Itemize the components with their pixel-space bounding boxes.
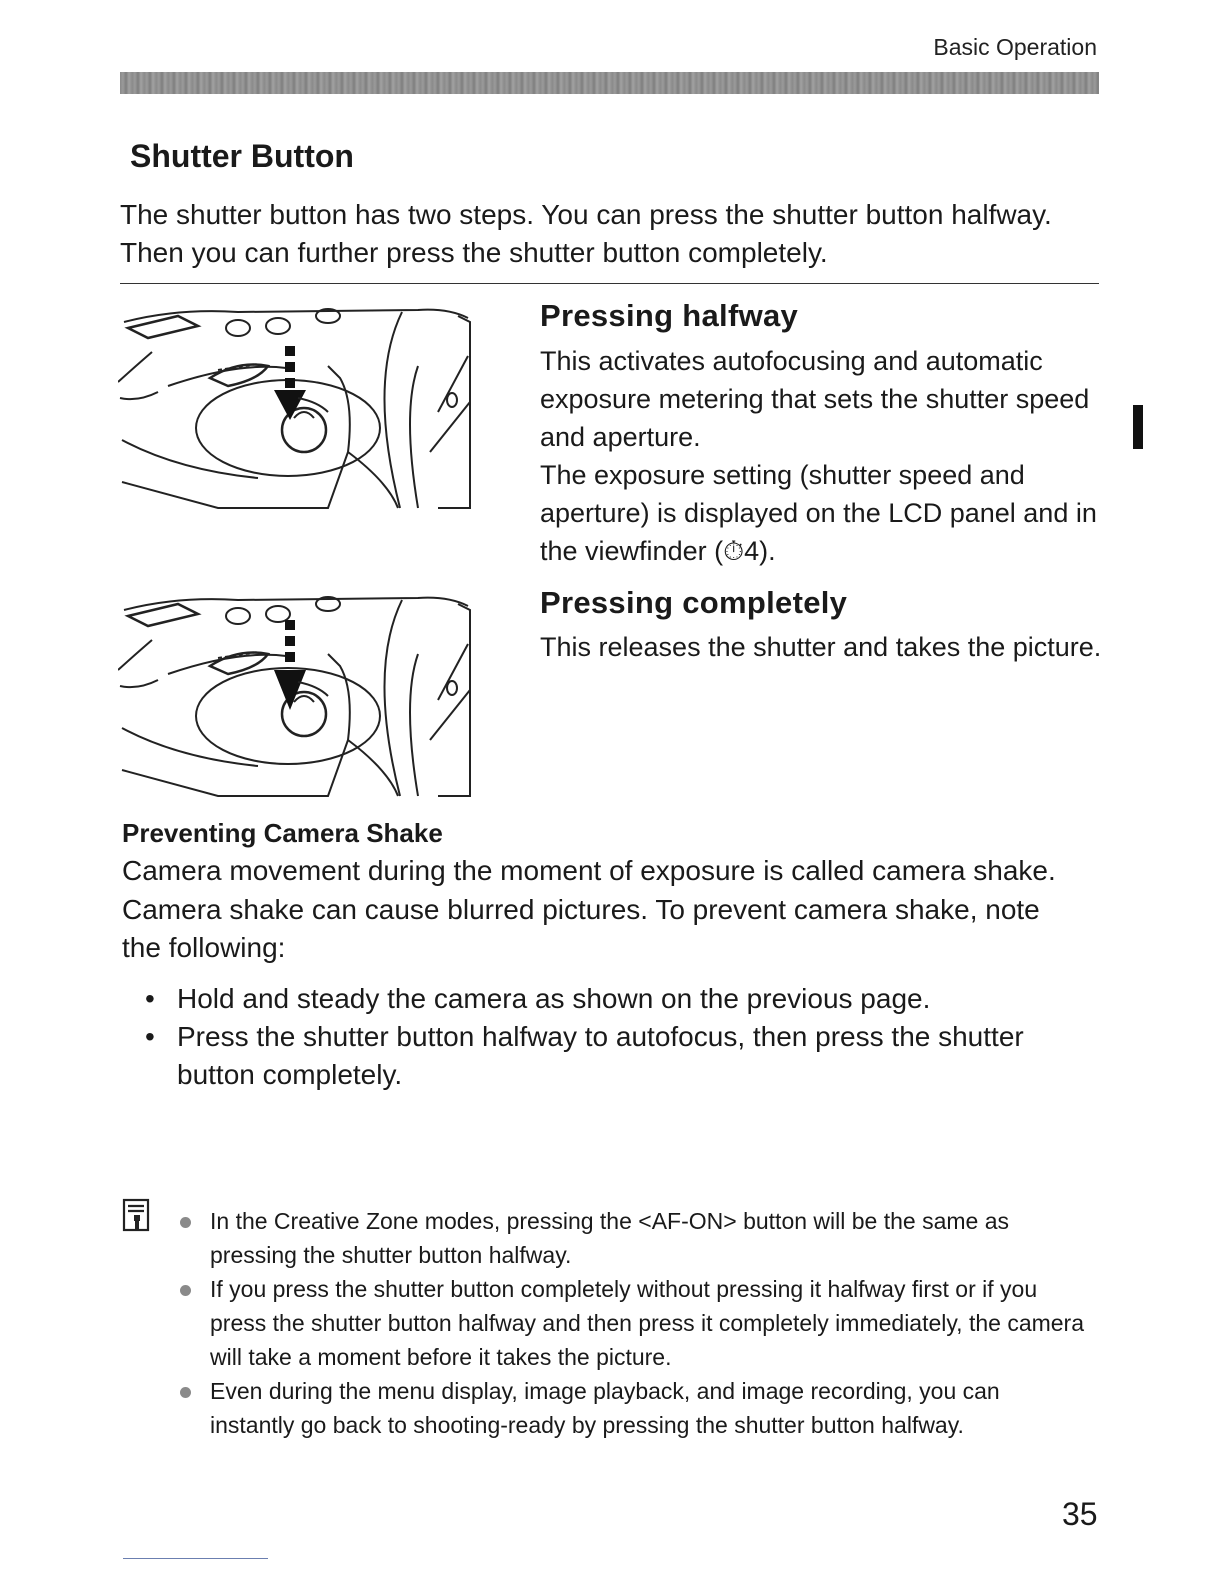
note-icon bbox=[122, 1198, 150, 1232]
list-item: In the Creative Zone modes, pressing the <AF-ON> button will be the same as pressing the shutter button halfway. bbox=[178, 1204, 1088, 1272]
camera-shake-list bbox=[145, 980, 1045, 1094]
list-item: Even during the menu display, image playback, and image recording, you can instantly go back to shooting-ready by pressing the shutter button halfway. bbox=[178, 1374, 1088, 1442]
shutter-full-press-illustration bbox=[118, 590, 474, 798]
page-number: 35 bbox=[1062, 1496, 1098, 1532]
pressing-completely-heading: Pressing completely bbox=[540, 585, 848, 620]
bullet-dot-icon bbox=[180, 1387, 191, 1398]
list-item: • Press the shutter button halfway to autofocus, then press the shutter button completely. bbox=[145, 1018, 1045, 1094]
shutter-half-press-illustration bbox=[118, 302, 474, 510]
page-title: Shutter Button bbox=[130, 138, 354, 174]
bullet-icon: • bbox=[145, 983, 155, 1014]
intro-paragraph: The shutter button has two steps. You can press the shutter button halfway. Then you can further press the shutter button completely. bbox=[120, 199, 1052, 268]
camera-shake-body: Camera movement during the moment of exposure is called camera shake. Camera shake can cause blurred pictures. To prevent camera shake, note the following: bbox=[122, 855, 1056, 963]
list-item: If you press the shutter button completely without pressing it halfway first or if you press the shutter button halfway and then press it completely immediately, the camera will take a moment before it takes the picture. bbox=[178, 1272, 1088, 1374]
camera-shake-heading: Preventing Camera Shake bbox=[122, 818, 443, 848]
bullet-dot-icon bbox=[180, 1217, 191, 1228]
pressing-halfway-heading: Pressing halfway bbox=[540, 298, 799, 333]
thumb-index-tab bbox=[1133, 405, 1143, 449]
bullet-dot-icon bbox=[180, 1285, 191, 1296]
footer-rule bbox=[123, 1558, 268, 1559]
pressing-completely-line-1: This releases the shutter and takes the picture. bbox=[540, 632, 1102, 662]
pressing-halfway-line-1: This activates autofocusing and automatic exposure metering that sets the shutter speed and aperture. bbox=[540, 346, 1090, 452]
section-label: Basic Operation bbox=[933, 34, 1097, 60]
list-item: • Hold and steady the camera as shown on the previous page. bbox=[145, 980, 1045, 1018]
pressing-halfway-text bbox=[540, 342, 1105, 570]
pressing-completely-text bbox=[540, 628, 1105, 666]
pressing-halfway-line-2: The exposure setting (shutter speed and aperture) is displayed on the LCD panel and in the viewfinder (⏱4). bbox=[540, 460, 1097, 566]
notes-list bbox=[178, 1204, 1088, 1442]
divider bbox=[120, 283, 1099, 284]
bullet-icon: • bbox=[145, 1021, 155, 1052]
header-band bbox=[120, 72, 1099, 94]
